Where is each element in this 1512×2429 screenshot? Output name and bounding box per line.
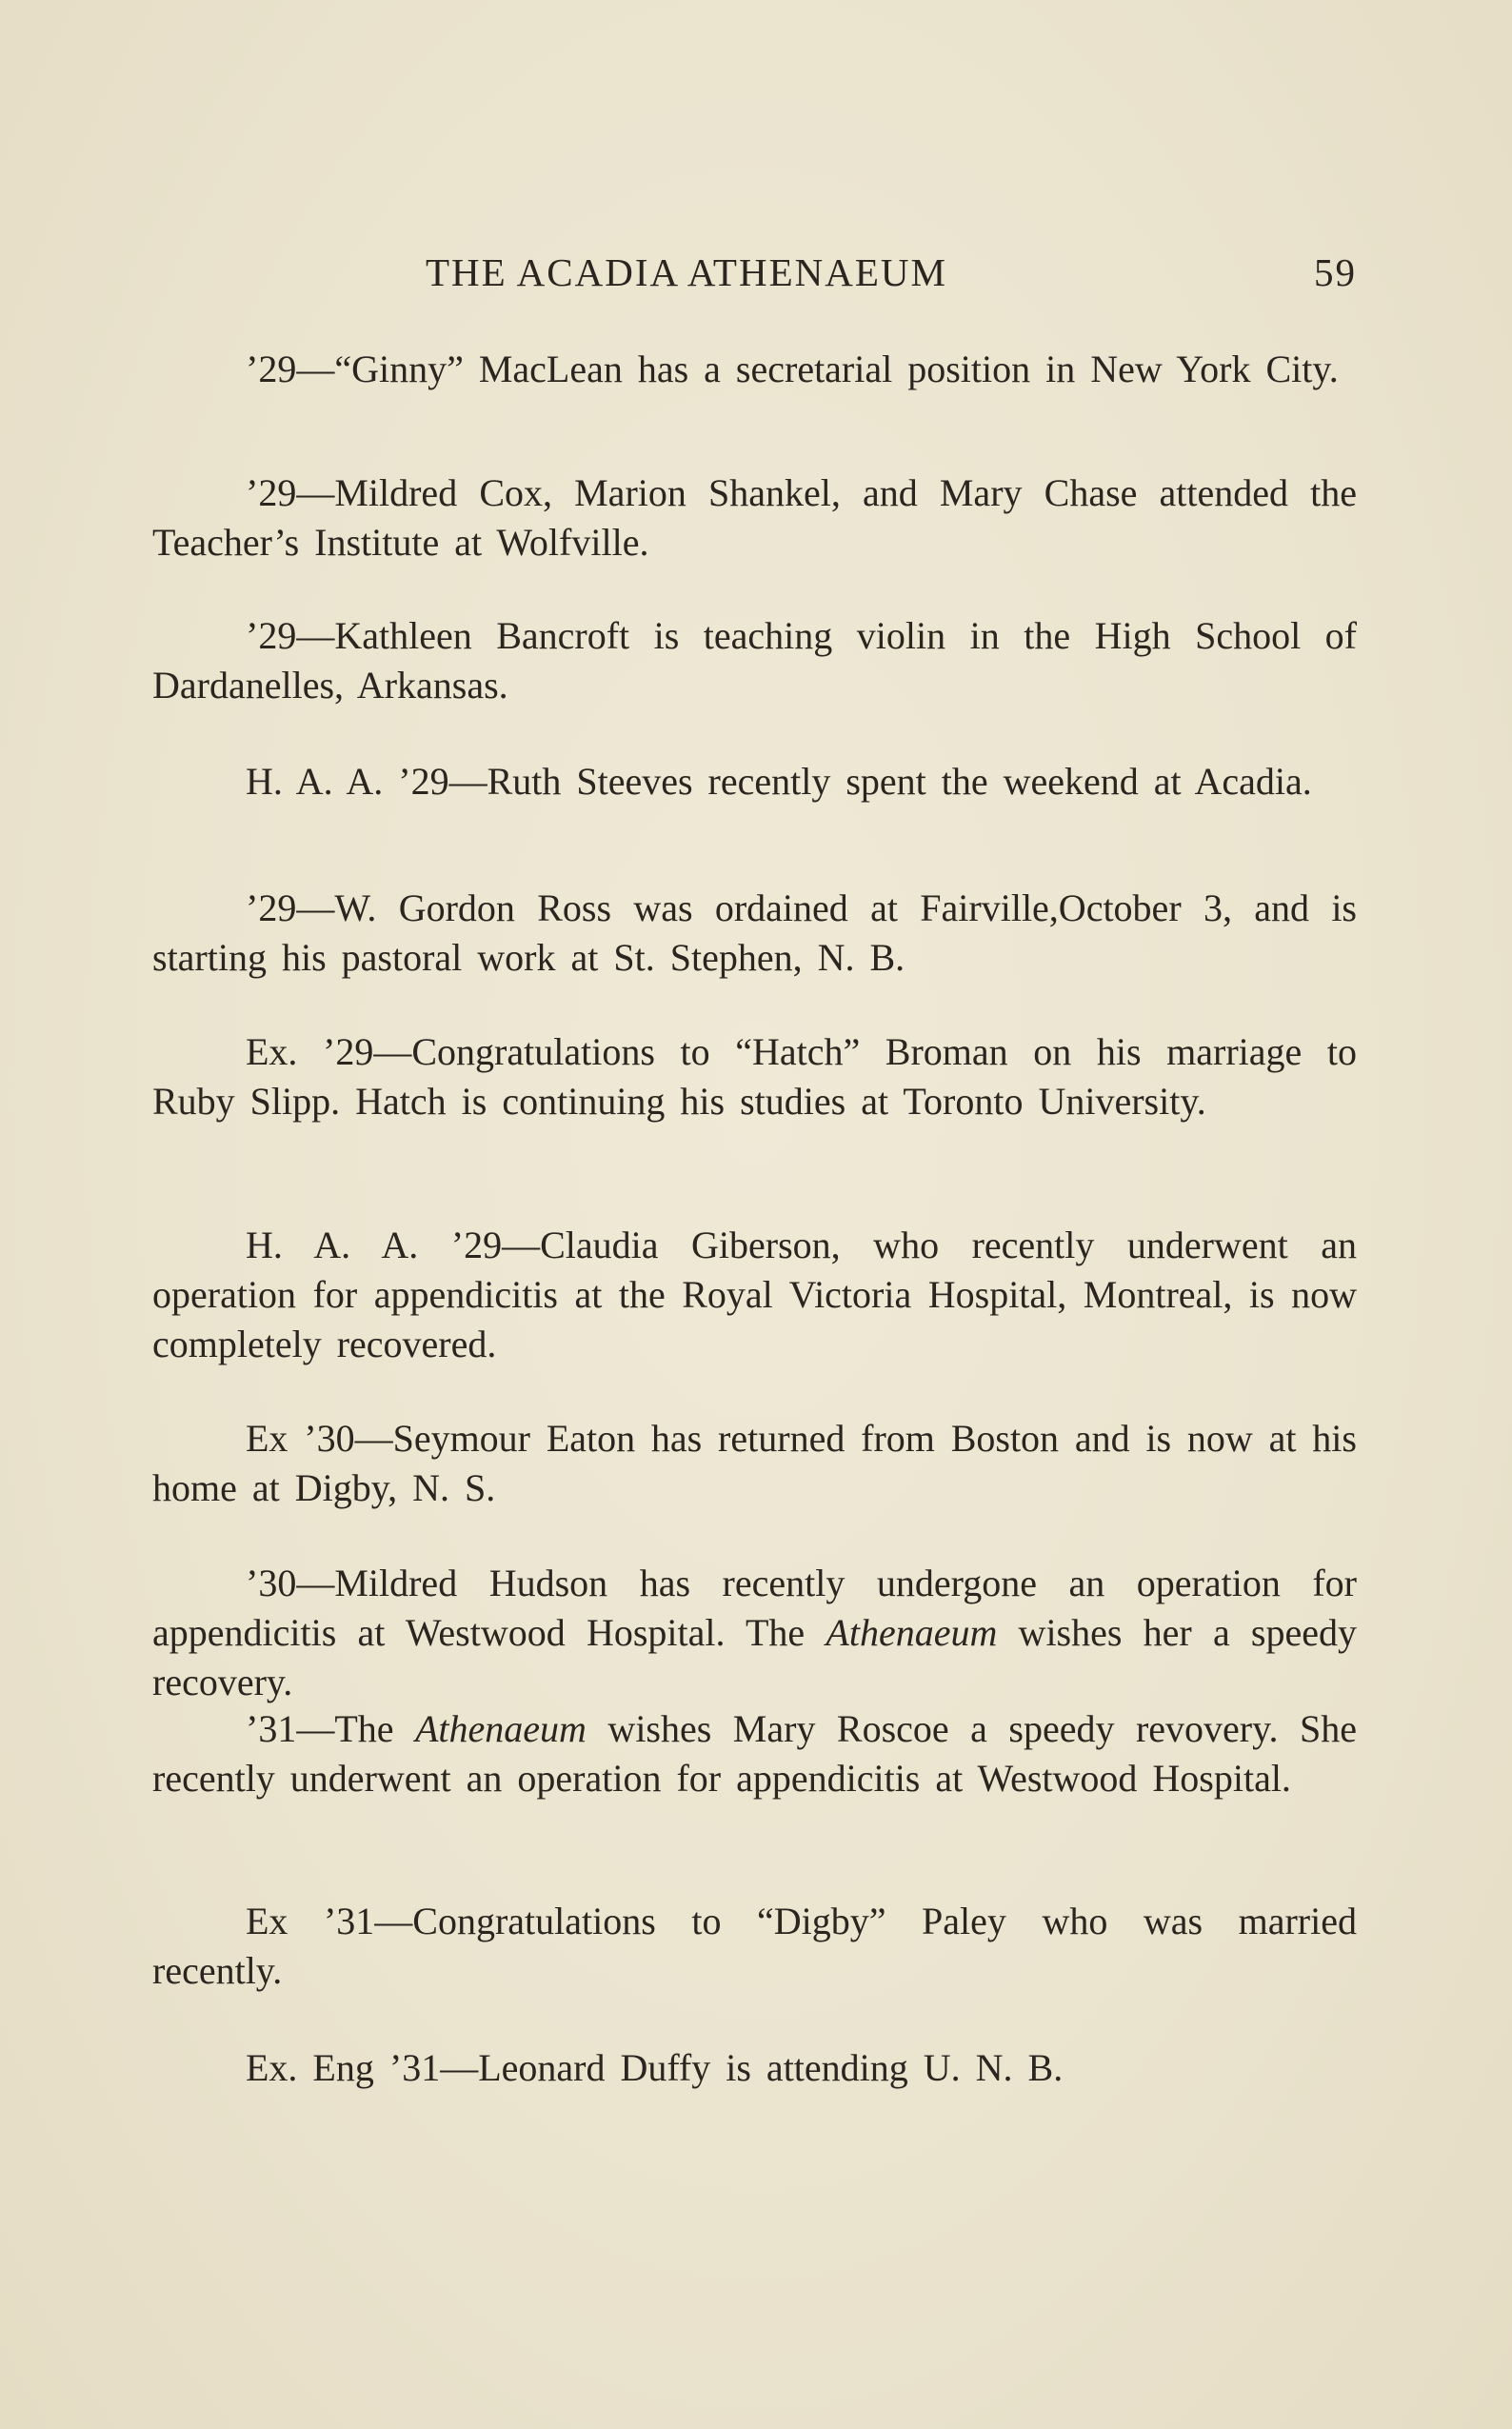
note-paragraph: ’29—“Ginny” MacLean has a secretarial position in New York City. — [246, 348, 1339, 390]
text-run: ’31—The — [246, 1707, 415, 1750]
note-paragraph — [152, 1704, 1357, 1803]
text-run: wishes Mary Roscoe a speedy revovery. She recently underwent an operation for appendicitis at Westwood Hospital. — [152, 1707, 1357, 1800]
running-header — [152, 249, 1357, 307]
note-paragraph: H. A. A. ’29—Ruth Steeves recently spent the weekend at Acadia. — [246, 760, 1312, 803]
text-run: wishes her a speedy recovery. — [152, 1611, 1357, 1703]
italic-title: Athenaeum — [415, 1707, 587, 1750]
note-paragraph: Ex. Eng ’31—Leonard Duffy is attending U. N. B. — [246, 2046, 1064, 2089]
page-content — [152, 249, 1357, 2089]
note-paragraph: Ex ’31—Congratulations to “Digby” Paley who was married recently. — [152, 1900, 1357, 1992]
note-paragraph: ’29—Mildred Cox, Marion Shankel, and Mary Chase attended the Teacher’s Institute at Wolfville. — [152, 471, 1357, 564]
text-run: ’30—Mildred Hudson has recently undergone an operation for appendicitis at Westwood Hospital. The — [152, 1562, 1357, 1654]
italic-title: Athenaeum — [826, 1611, 998, 1654]
running-title: THE ACADIA ATHENAEUM — [426, 250, 947, 294]
note-paragraph: ’29—W. Gordon Ross was ordained at Fairville,October 3, and is starting his pastoral work at St. Stephen, N. B. — [152, 886, 1357, 979]
note-paragraph: Ex ’30—Seymour Eaton has returned from Boston and is now at his home at Digby, N. S. — [152, 1417, 1357, 1509]
note-paragraph: Ex. ’29—Congratulations to “Hatch” Broman on his marriage to Ruby Slipp. Hatch is continuing his studies at Toronto University. — [152, 1030, 1357, 1123]
note-paragraph: H. A. A. ’29—Claudia Giberson, who recently underwent an operation for appendicitis at the Royal Victoria Hospital, Montreal, is now completely recovered. — [152, 1224, 1357, 1365]
page-number: 59 — [1314, 250, 1357, 294]
note-paragraph: ’29—Kathleen Bancroft is teaching violin in the High School of Dardanelles, Arkansas. — [152, 614, 1357, 707]
note-paragraph — [152, 1559, 1357, 1707]
